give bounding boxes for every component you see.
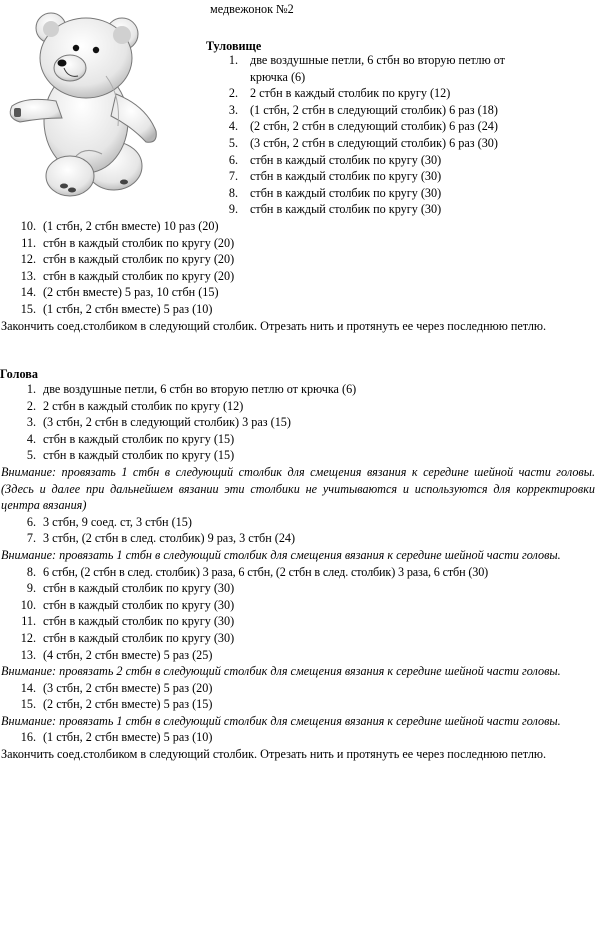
item-number: 2. [228, 86, 238, 101]
body-instructions [0, 52, 597, 334]
item-number: 6. [228, 152, 238, 167]
item-number: 9. [26, 581, 36, 596]
item-text: стбн в каждый столбик по кругу (30) [43, 581, 235, 596]
list-item [0, 597, 597, 614]
item-text: стбн в каждый столбик по кругу (30) [250, 202, 442, 217]
list-item [0, 514, 597, 531]
list-item [0, 630, 597, 647]
finish-instruction: Закончить соед.столбиком в следующий столбик. Отрезать нить и протянуть ее через последнюю петлю. [1, 747, 547, 762]
list-item [0, 729, 597, 746]
item-number: 8. [228, 185, 238, 200]
item-text: (3 стбн, 2 стбн вместе) 5 раз (20) [43, 680, 213, 695]
finish-instruction: Закончить соед.столбиком в следующий столбик. Отрезать нить и протянуть ее через последнюю петлю. [1, 318, 547, 333]
item-text: стбн в каждый столбик по кругу (15) [43, 431, 235, 446]
item-text: стбн в каждый столбик по кругу (30) [250, 185, 442, 200]
item-text: (2 стбн вместе) 5 раз, 10 стбн (15) [43, 285, 219, 300]
item-text: 3 стбн, (2 стбн в след. столбик) 9 раз, 3 стбн (24) [43, 531, 296, 546]
item-number: 14. [20, 680, 36, 695]
item-text: 6 стбн, (2 стбн в след. столбик) 3 раза, 6 стбн, (2 стбн в след. столбик) 3 раза, 6 стбн (30) [43, 564, 489, 579]
list-item [0, 398, 597, 415]
list-item [0, 696, 597, 713]
item-number: 11. [21, 235, 36, 250]
item-number: 10. [20, 218, 36, 233]
item-number: 13. [20, 647, 36, 662]
list-item [0, 251, 597, 268]
list-item [0, 185, 597, 202]
item-number: 4. [26, 431, 36, 446]
item-text: 2 стбн в каждый столбик по кругу (12) [250, 86, 451, 101]
item-number: 1. [228, 53, 238, 67]
item-number: 9. [228, 202, 238, 217]
item-text: две воздушные петли, 6 стбн во вторую петлю от крючка (6) [43, 382, 357, 396]
section-heading-body: Туловище [206, 39, 262, 53]
list-item [0, 102, 597, 119]
item-text: стбн в каждый столбик по кругу (15) [43, 448, 235, 463]
item-text: (4 стбн, 2 стбн вместе) 5 раз (25) [43, 647, 213, 662]
list-item [0, 447, 597, 464]
item-text: стбн в каждый столбик по кругу (30) [43, 630, 235, 645]
item-number: 15. [20, 301, 36, 316]
list-item [0, 580, 597, 597]
list-item [0, 118, 597, 135]
attention-note: Внимание: провязать 1 стбн в следующий столбик для смещения вязания к середине шейной части головы. [1, 547, 561, 562]
attention-note: Внимание: провязать 1 стбн в следующий столбик для смещения вязания к середине шейной части головы. [1, 713, 561, 728]
item-text: (2 стбн, 2 стбн вместе) 5 раз (15) [43, 697, 213, 712]
list-item [0, 152, 597, 169]
list-item [0, 268, 597, 285]
list-item [0, 218, 597, 235]
item-number: 3. [228, 102, 238, 117]
list-item [0, 284, 597, 301]
item-number: 4. [228, 119, 238, 134]
item-number: 5. [26, 448, 36, 463]
list-item [0, 647, 597, 664]
item-number: 7. [26, 531, 36, 546]
item-number: 11. [21, 614, 36, 629]
item-number: 12. [20, 630, 36, 645]
item-text: стбн в каждый столбик по кругу (30) [250, 152, 442, 167]
list-item [0, 235, 597, 252]
item-number: 15. [20, 697, 36, 712]
item-number: 2. [26, 398, 36, 413]
item-text: (1 стбн, 2 стбн вместе) 10 раз (20) [43, 218, 219, 233]
list-item [0, 431, 597, 448]
item-number: 12. [20, 252, 36, 267]
list-item [0, 680, 597, 697]
item-text: 3 стбн, 9 соед. ст, 3 стбн (15) [43, 514, 192, 529]
list-item [0, 135, 597, 152]
item-text: (3 стбн, 2 стбн в следующий столбик) 6 раз (30) [250, 135, 498, 150]
item-number: 13. [20, 268, 36, 283]
item-number: 8. [26, 564, 36, 579]
item-number: 14. [20, 285, 36, 300]
item-number: 7. [228, 169, 238, 184]
item-number: 6. [26, 514, 36, 529]
list-item [0, 201, 597, 218]
attention-note: Внимание: провязать 1 стбн в следующий столбик для смещения вязания к середине шейной части головы. (Здесь и далее при дальнейшем вязании эти столбики не учитываются и используются для корректировки центра вязания) [1, 464, 595, 513]
item-text: крючка (6) [250, 69, 306, 84]
list-item [0, 530, 597, 547]
list-item [0, 85, 597, 102]
item-number: 1. [26, 382, 36, 396]
item-number: 5. [228, 135, 238, 150]
item-text: (1 стбн, 2 стбн вместе) 5 раз (10) [43, 730, 213, 745]
list-item [0, 168, 597, 185]
list-item [0, 613, 597, 630]
head-instructions [0, 381, 597, 763]
list-item [0, 564, 597, 581]
item-text: две воздушные петли, 6 стбн во вторую петлю от [250, 53, 505, 67]
item-number: 3. [26, 415, 36, 430]
list-item [0, 381, 597, 398]
item-text: (1 стбн, 2 стбн вместе) 5 раз (10) [43, 301, 213, 316]
page-title: медвежонок №2 [210, 2, 294, 16]
item-text: стбн в каждый столбик по кругу (20) [43, 235, 235, 250]
item-text: стбн в каждый столбик по кругу (30) [43, 614, 235, 629]
list-item [0, 414, 597, 431]
attention-note: Внимание: провязать 2 стбн в следующий столбик для смещения вязания к середине шейной части головы. [1, 664, 561, 679]
item-text: (3 стбн, 2 стбн в следующий столбик) 3 раз (15) [43, 415, 291, 430]
item-text: (1 стбн, 2 стбн в следующий столбик) 6 раз (18) [250, 102, 498, 117]
item-text: (2 стбн, 2 стбн в следующий столбик) 6 раз (24) [250, 119, 498, 134]
item-number: 10. [20, 597, 36, 612]
item-text: стбн в каждый столбик по кругу (30) [43, 597, 235, 612]
section-heading-head: Голова [0, 367, 38, 381]
list-item [0, 52, 597, 85]
item-text: стбн в каждый столбик по кругу (30) [250, 169, 442, 184]
list-item [0, 301, 597, 318]
item-text: стбн в каждый столбик по кругу (20) [43, 268, 235, 283]
item-number: 16. [20, 730, 36, 745]
item-text: 2 стбн в каждый столбик по кругу (12) [43, 398, 244, 413]
item-text: стбн в каждый столбик по кругу (20) [43, 252, 235, 267]
